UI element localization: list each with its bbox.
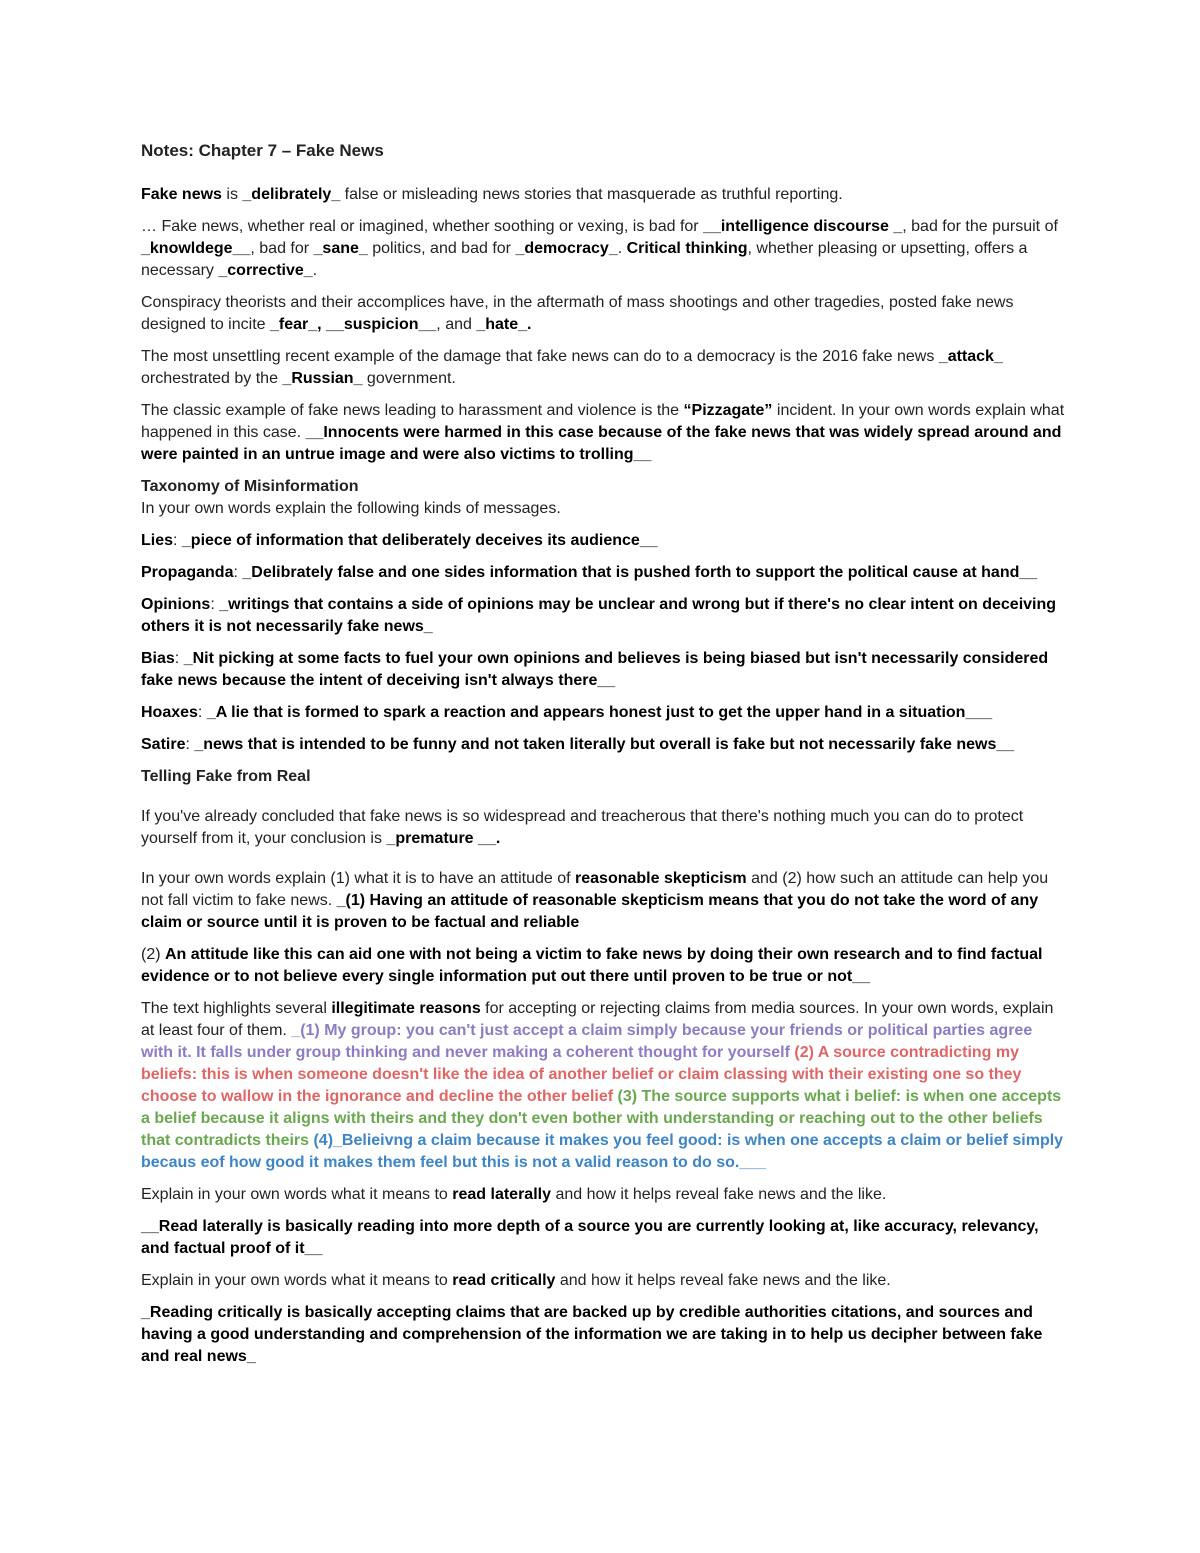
taxonomy-item-propaganda: Propaganda: _Delibrately false and one sides information that is pushed forth to support the political cause at hand__ <box>141 564 1038 581</box>
item-answer: _Delibrately false and one sides information that is pushed forth to support the political cause at hand__ <box>242 564 1038 581</box>
text: … Fake news, whether real or imagined, whether soothing or vexing, is bad for <box>141 218 704 235</box>
taxonomy-item-satire: Satire: _news that is intended to be funny and not taken literally but overall is fake but not necessarily fake news__ <box>141 736 1015 753</box>
item-label: Bias <box>141 650 175 667</box>
reason-4: (4)_Belieivng a claim because it makes you feel good: is when one accepts a claim or belief simply becaus eof how good it makes them feel but this is not a valid reason to do so.___ <box>141 1132 1064 1171</box>
answer: _corrective_ <box>218 262 313 279</box>
text: , whether pleasing or upsetting, offers a necessary <box>141 240 1028 279</box>
text: . <box>312 262 318 279</box>
conspiracy-paragraph <box>141 292 1066 336</box>
text: In your own words explain (1) what it is to have an attitude of <box>141 870 576 887</box>
reason-1: _(1) My group: you can't just accept a claim simply because your friends or political parties agree with it. It falls under group thinking and never making a coherent thought for yourself <box>141 1022 1033 1061</box>
fake-news-definition <box>141 184 1066 206</box>
text: and how it helps reveal fake news and the like. <box>555 1272 891 1289</box>
text: Explain in your own words what it means to <box>141 1186 453 1203</box>
text: for accepting or rejecting claims from media sources. In your own words, explain at least four of them. <box>141 1000 1054 1039</box>
skepticism-paragraph <box>141 868 1066 934</box>
item-label: Satire <box>141 736 186 753</box>
quote-paragraph <box>141 216 1066 282</box>
reason-2: (2) A source contradicting my beliefs: this is when someone doesn't like the idea of another belief or claim classing with their existing one so they choose to wallow in the ignorance and decline the other belief <box>141 1044 1022 1105</box>
telling-heading: Telling Fake from Real <box>141 768 311 785</box>
item-answer: _A lie that is formed to spark a reaction and appears honest just to get the upper hand in a situation___ <box>206 704 993 721</box>
text: orchestrated by the <box>141 370 283 387</box>
taxonomy-item-hoaxes: Hoaxes: _A lie that is formed to spark a reaction and appears honest just to get the upper hand in a situation___ <box>141 704 993 721</box>
laterally-question <box>141 1184 1066 1206</box>
answer: _(1) Having an attitude of reasonable skepticism means that you do not take the word of any claim or source until it is proven to be factual and reliable <box>141 892 1039 931</box>
taxonomy-item-lies: Lies: _piece of information that deliberately deceives its audience__ <box>141 532 658 549</box>
critically-answer: _Reading critically is basically accepting claims that are backed up by credible authorities citations, and sources and having a good understanding and comprehension of the information we are taking in to help us decipher between fake and real news_ <box>141 1304 1043 1365</box>
text: The most unsettling recent example of the damage that fake news can do to a democracy is the 2016 fake news <box>141 348 939 365</box>
taxonomy-item-opinions: Opinions: _writings that contains a side of opinions may be unclear and wrong but if there's no clear intent on deceiving others it is not necessarily fake news_ <box>141 596 1057 635</box>
answer: _fear_, __suspicion__ <box>269 316 437 333</box>
pizzagate-paragraph <box>141 400 1066 466</box>
answer: __Innocents were harmed in this case because of the fake news that was widely spread around and were painted in an untrue image and were also victims to trolling__ <box>141 424 1062 463</box>
item-answer: _piece of information that deliberately deceives its audience__ <box>181 532 658 549</box>
term: read laterally <box>452 1186 551 1203</box>
skepticism-part-2 <box>141 944 1066 988</box>
answer: __intelligence discourse _ <box>703 218 903 235</box>
page-title: Notes: Chapter 7 – Fake News <box>141 141 384 160</box>
term: reasonable skepticism <box>575 870 747 887</box>
illegitimate-paragraph <box>141 998 1066 1174</box>
text: is <box>221 186 243 203</box>
item-label: Lies <box>141 532 174 549</box>
reason-3: (3) The source supports what i belief: is when one accepts a belief because it aligns with theirs and they don't even bother with understanding or reaching out to the other beliefs that contradicts theirs <box>141 1088 1062 1149</box>
text: , bad for the pursuit of <box>902 218 1058 235</box>
answer: _premature __. <box>386 830 501 847</box>
text: (2) <box>141 946 165 963</box>
taxonomy-heading: Taxonomy of Misinformation <box>141 478 359 495</box>
item-answer: _Nit picking at some facts to fuel your own opinions and believes is being biased but isn't necessarily considered fake news because the intent of deceiving isn't always there__ <box>141 650 1049 689</box>
text: incident. In your own words explain what happened in this case. <box>141 402 1065 441</box>
text: The classic example of fake news leading to harassment and violence is the <box>141 402 684 419</box>
telling-paragraph <box>141 806 1066 850</box>
critically-question <box>141 1270 1066 1292</box>
item-answer: _news that is intended to be funny and not taken literally but overall is fake but not necessarily fake news__ <box>194 736 1015 753</box>
item-label: Hoaxes <box>141 704 198 721</box>
text: , bad for <box>250 240 314 257</box>
answer: Critical thinking <box>626 240 748 257</box>
answer: _democracy_ <box>515 240 618 257</box>
text: politics, and bad for <box>367 240 516 257</box>
answer: _hate_. <box>476 316 532 333</box>
answer: _attack_ <box>938 348 1003 365</box>
term: read critically <box>452 1272 556 1289</box>
item-label: Propaganda <box>141 564 234 581</box>
term: Fake news <box>141 186 222 203</box>
item-answer: _writings that contains a side of opinions may be unclear and wrong but if there's no clear intent on deceiving others it is not necessarily fake news_ <box>141 596 1057 635</box>
text: If you've already concluded that fake news is so widespread and treacherous that there's nothing much you can do to protect yourself from it, your conclusion is <box>141 808 1024 847</box>
text: The text highlights several <box>141 1000 332 1017</box>
answer: _knowldege__ <box>141 240 251 257</box>
term: illegitimate reasons <box>331 1000 481 1017</box>
answer: _sane_ <box>313 240 368 257</box>
taxonomy-item-bias: Bias: _Nit picking at some facts to fuel your own opinions and believes is being biased but isn't necessarily considered fake news because the intent of deceiving isn't always there__ <box>141 650 1049 689</box>
text: false or misleading news stories that masquerade as truthful reporting. <box>340 186 843 203</box>
item-label: Opinions <box>141 596 211 613</box>
laterally-answer: __Read laterally is basically reading into more depth of a source you are currently looking at, like accuracy, relevancy, and factual proof of it__ <box>141 1218 1039 1257</box>
text: . <box>617 240 627 257</box>
document-page <box>141 140 1066 1378</box>
answer: “Pizzagate” <box>683 402 773 419</box>
answer: _delibrately_ <box>242 186 341 203</box>
taxonomy-instruction: In your own words explain the following kinds of messages. <box>141 500 561 517</box>
text: and (2) how such an attitude can help you not fall victim to fake news. <box>141 870 1049 909</box>
answer: _Russian_ <box>282 370 363 387</box>
text: and how it helps reveal fake news and the like. <box>551 1186 887 1203</box>
text: Conspiracy theorists and their accomplices have, in the aftermath of mass shootings and other tragedies, posted fake news designed to incite <box>141 294 1014 333</box>
unsettling-paragraph <box>141 346 1066 390</box>
text: , and <box>436 316 477 333</box>
text: Explain in your own words what it means to <box>141 1272 453 1289</box>
answer: An attitude like this can aid one with not being a victim to fake news by doing their own research and to find factual evidence or to not believe every single information put out there until proven to be true or not__ <box>141 946 1043 985</box>
text: government. <box>362 370 456 387</box>
